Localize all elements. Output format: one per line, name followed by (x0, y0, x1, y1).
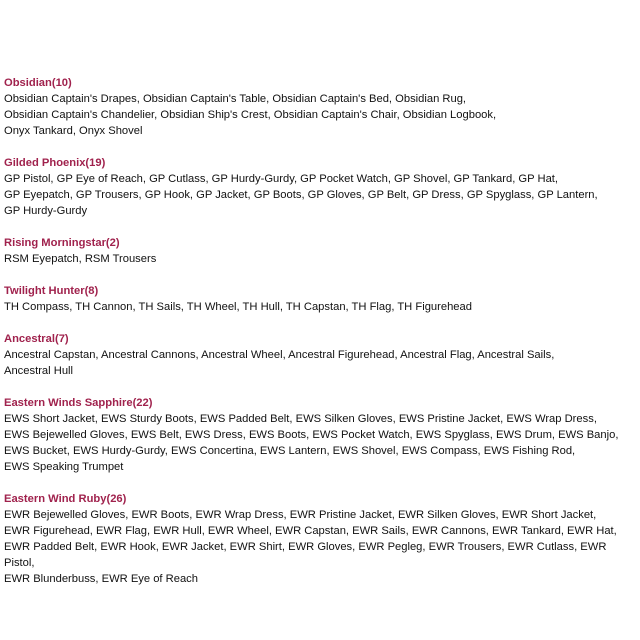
section-heading: Gilded Phoenix(19) (4, 157, 106, 169)
item-line: GP Hurdy-Gurdy (4, 205, 88, 217)
section-items (4, 411, 636, 475)
section-items (4, 91, 636, 139)
item-line: Obsidian Captain's Chandelier, Obsidian Ship's Crest, Obsidian Captain's Chair, Obsidian Logbook, (4, 109, 497, 121)
section-items (4, 347, 636, 379)
section-items (4, 251, 636, 267)
section-heading: Eastern Winds Sapphire(22) (4, 397, 153, 409)
section-heading: Rising Morningstar(2) (4, 237, 120, 249)
section-rising-morningstar (4, 235, 636, 267)
section-eastern-wind-ruby (4, 491, 636, 587)
item-line: EWR Blunderbuss, EWR Eye of Reach (4, 573, 198, 585)
section-twilight-hunter (4, 283, 636, 315)
item-line: EWR Bejewelled Gloves, EWR Boots, EWR Wrap Dress, EWR Pristine Jacket, EWR Silken Gloves, EWR Short Jacket, (4, 509, 597, 521)
item-line: Ancestral Capstan, Ancestral Cannons, Ancestral Wheel, Ancestral Figurehead, Ancestral Flag, Ancestral Sails, (4, 349, 555, 361)
item-line: EWR Figurehead, EWR Flag, EWR Hull, EWR Wheel, EWR Capstan, EWR Sails, EWR Cannons, EWR Tankard, EWR Hat, (4, 525, 617, 537)
item-line: GP Pistol, GP Eye of Reach, GP Cutlass, GP Hurdy-Gurdy, GP Pocket Watch, GP Shovel, GP Tankard, GP Hat, (4, 173, 559, 185)
item-line: EWS Bejewelled Gloves, EWS Belt, EWS Dress, EWS Boots, EWS Pocket Watch, EWS Spyglass, EWS Drum, EWS Banjo, (4, 429, 619, 441)
item-line: Ancestral Hull (4, 365, 74, 377)
section-heading: Ancestral(7) (4, 333, 69, 345)
item-line: EWS Speaking Trumpet (4, 461, 124, 473)
section-heading: Twilight Hunter(8) (4, 285, 99, 297)
section-items (4, 507, 636, 587)
item-line: EWR Padded Belt, EWR Hook, EWR Jacket, EWR Shirt, EWR Gloves, EWR Pegleg, EWR Trousers, EWR Cutlass, EWR Pistol, (4, 541, 607, 569)
item-line: GP Eyepatch, GP Trousers, GP Hook, GP Jacket, GP Boots, GP Gloves, GP Belt, GP Dress, GP Spyglass, GP Lantern, (4, 189, 598, 201)
section-items (4, 171, 636, 219)
section-heading: Obsidian(10) (4, 77, 72, 89)
item-line: TH Compass, TH Cannon, TH Sails, TH Wheel, TH Hull, TH Capstan, TH Flag, TH Figurehead (4, 301, 472, 313)
section-heading: Eastern Wind Ruby(26) (4, 493, 127, 505)
item-line: Obsidian Captain's Drapes, Obsidian Captain's Table, Obsidian Captain's Bed, Obsidian Rug, (4, 93, 467, 105)
section-ancestral (4, 331, 636, 379)
item-line: RSM Eyepatch, RSM Trousers (4, 253, 157, 265)
section-items (4, 299, 636, 315)
section-gilded-phoenix (4, 155, 636, 219)
collection-list (4, 75, 636, 603)
section-eastern-winds-sapphire (4, 395, 636, 475)
section-obsidian (4, 75, 636, 139)
item-line: EWS Bucket, EWS Hurdy-Gurdy, EWS Concertina, EWS Lantern, EWS Shovel, EWS Compass, EWS Fishing Rod, (4, 445, 576, 457)
item-line: Onyx Tankard, Onyx Shovel (4, 125, 143, 137)
item-line: EWS Short Jacket, EWS Sturdy Boots, EWS Padded Belt, EWS Silken Gloves, EWS Pristine Jacket, EWS Wrap Dress, (4, 413, 597, 425)
